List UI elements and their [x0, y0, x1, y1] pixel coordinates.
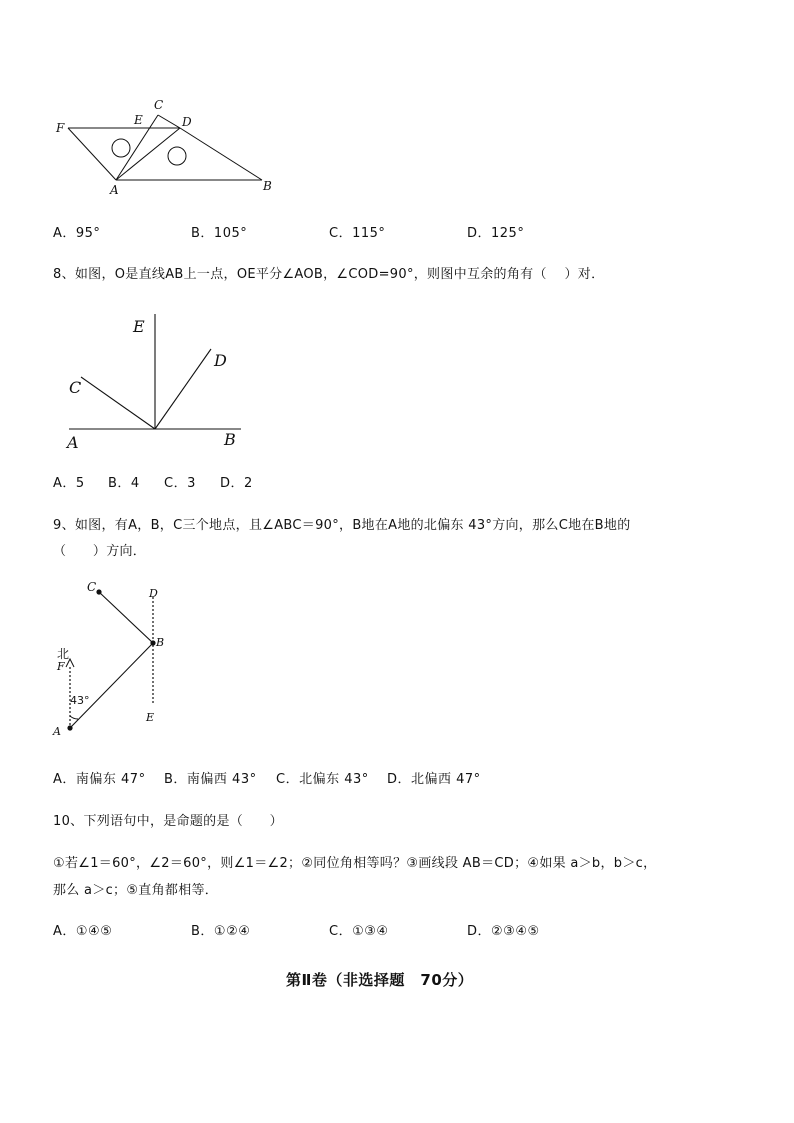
- q8-label-d: D: [214, 351, 227, 370]
- q10-option-a: A．①④⑤: [53, 924, 113, 939]
- q7-label-d: D: [182, 115, 192, 129]
- q9-option-a: A．南偏东 47°: [53, 772, 146, 787]
- q8-option-d: D．2: [220, 476, 253, 491]
- q9-option-b: B．南偏西 43°: [164, 772, 257, 787]
- q9-option-c: C．北偏东 43°: [276, 772, 369, 787]
- q9-label-d: D: [149, 587, 158, 600]
- q10-option-b: B．①②④: [191, 924, 251, 939]
- q8-label-e: E: [133, 317, 145, 336]
- q7-label-e: E: [134, 113, 143, 127]
- q8-option-b: B．4: [108, 476, 140, 491]
- q7-label-a: A: [110, 183, 119, 197]
- q9-label-a: A: [53, 725, 61, 738]
- section-title: 第Ⅱ卷（非选择题 70分）: [286, 971, 474, 989]
- q7-option-b: B．105°: [191, 226, 248, 241]
- q9-label-angle: 43°: [70, 694, 90, 707]
- q9-stem-line2: （ ）方向．: [53, 544, 147, 559]
- q9-point-c: [96, 589, 101, 594]
- q8-label-c: C: [69, 378, 82, 397]
- q9-label-b: B: [156, 636, 165, 649]
- q7-angle-circle-1: [112, 139, 130, 157]
- q8-option-a: A．5: [53, 476, 85, 491]
- q9-figure: [50, 575, 180, 745]
- q9-label-f: F: [57, 660, 65, 673]
- q7-label-b: B: [263, 179, 272, 193]
- q7-angle-circle-2: [168, 147, 186, 165]
- q7-figure: [50, 95, 290, 205]
- q10-body-line2: 那么 a＞c；⑤直角都相等．: [53, 883, 219, 898]
- q9-point-b: [150, 640, 155, 645]
- q7-option-c: C．115°: [329, 226, 386, 241]
- q9-label-north: 北: [57, 647, 70, 661]
- q8-figure: [55, 308, 255, 453]
- q9-stem-line1: 9、如图，有A，B，C三个地点，且∠ABC＝90°，B地在A地的北偏东 43°方向，那么C地在B地的: [53, 518, 631, 533]
- q7-option-a: A．95°: [53, 226, 101, 241]
- q9-option-d: D．北偏西 47°: [387, 772, 481, 787]
- q10-option-d: D．②③④⑤: [467, 924, 540, 939]
- q7-label-c: C: [154, 98, 164, 112]
- q8-label-b: B: [224, 430, 236, 449]
- q8-stem: 8、如图，O是直线AB上一点，OE平分∠AOB，∠COD=90°，则图中互余的角有（ ）对．: [53, 267, 605, 282]
- q10-body-line1: ①若∠1＝60°，∠2＝60°，则∠1＝∠2；②同位角相等吗？③画线段 AB＝CD；④如果 a＞b，b＞c，: [53, 856, 657, 871]
- q8-label-a: A: [67, 433, 79, 452]
- q9-point-a: [67, 725, 72, 730]
- q7-label-f: F: [56, 121, 65, 135]
- q7-option-d: D．125°: [467, 226, 525, 241]
- q9-label-e: E: [146, 711, 155, 724]
- q9-label-c: C: [87, 580, 97, 594]
- q10-stem: 10、下列语句中，是命题的是（ ）: [53, 814, 283, 829]
- q10-option-c: C．①③④: [329, 924, 389, 939]
- q8-option-c: C．3: [164, 476, 196, 491]
